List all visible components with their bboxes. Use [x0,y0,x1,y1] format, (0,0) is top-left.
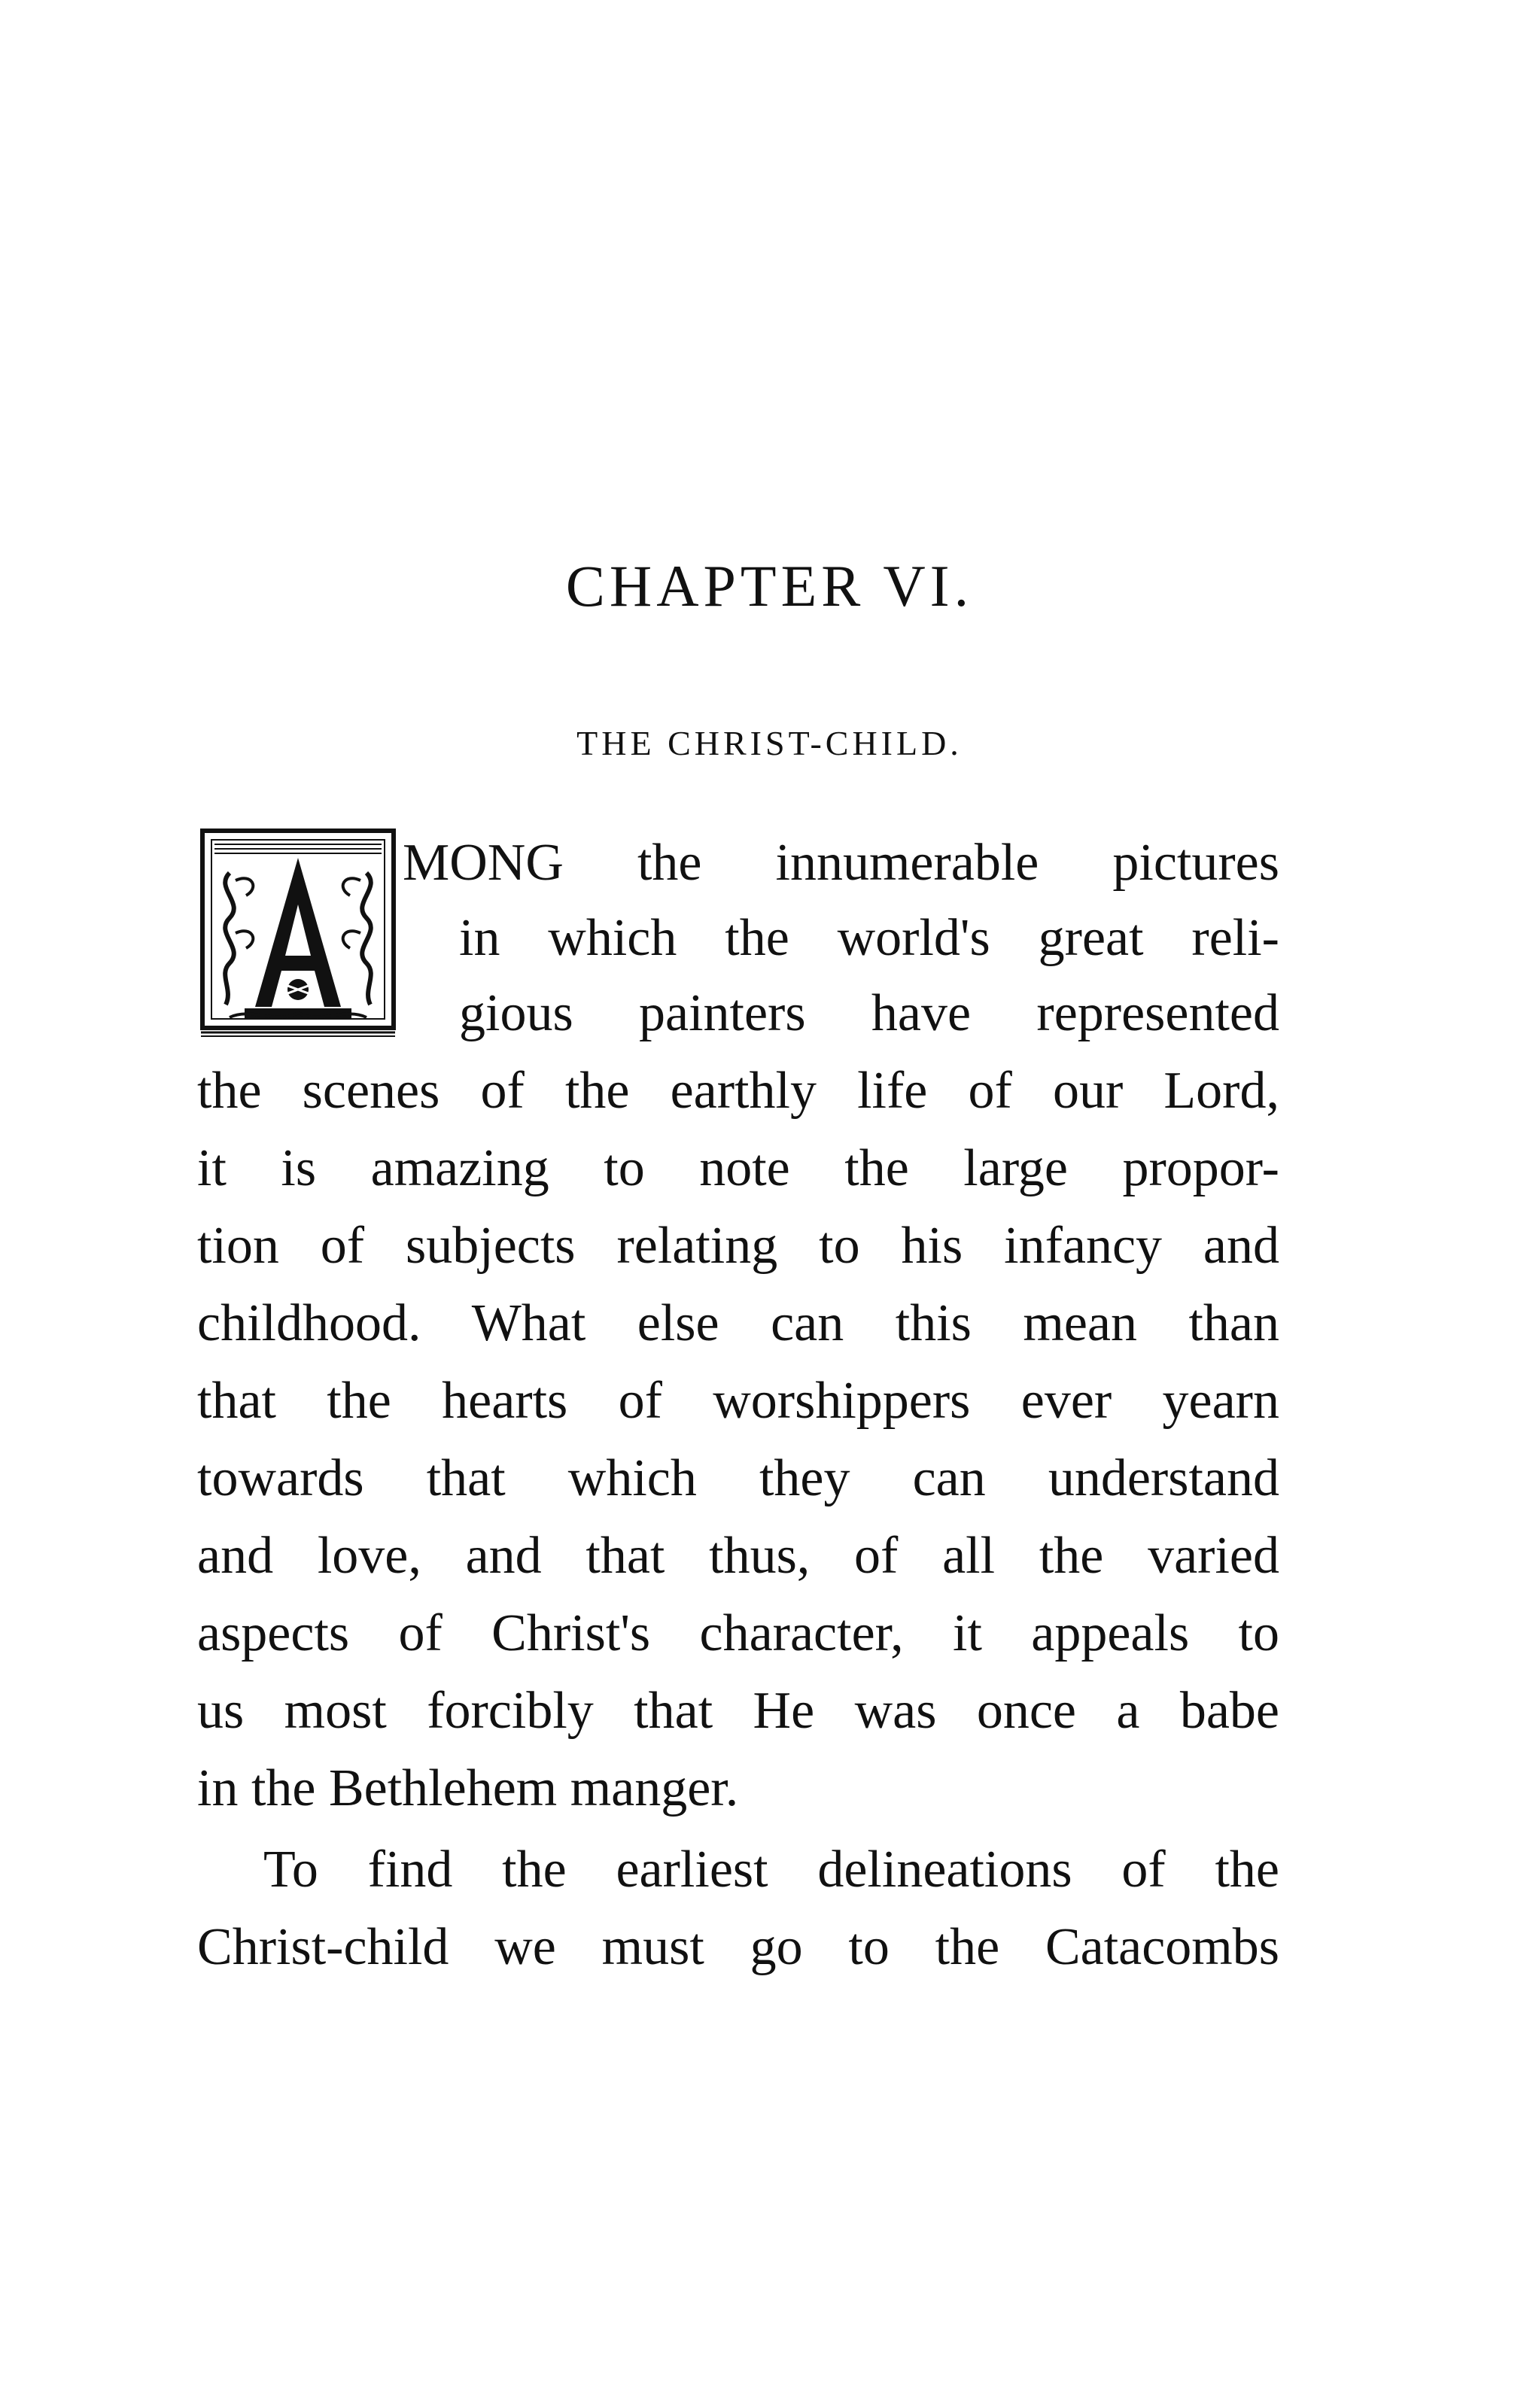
text-line: in the Bethlehem manger. [197,1759,739,1817]
text-line: gious painters have represented [459,984,1279,1042]
text-line: MONG the innumerable pictures [403,834,1279,892]
text-line: that the hearts of worshippers ever yearn [197,1372,1279,1430]
text-line: tion of subjects relating to his infancy and [197,1217,1279,1275]
text-line: childhood. What else can this mean than [197,1294,1279,1352]
text-line: us most forcibly that He was once a babe [197,1682,1279,1740]
text-line: aspects of Christ's character, it appeals to [197,1604,1279,1662]
text-line: towards that which they can understand [197,1449,1279,1507]
chapter-heading: CHAPTER VI. [565,553,974,619]
text-line: and love, and that thus, of all the varied [197,1527,1279,1585]
chapter-subtitle: THE CHRIST-CHILD. [576,724,963,762]
text-line: To find the earliest delineations of the [263,1841,1279,1899]
text-line: the scenes of the earthly life of our Lord, [197,1062,1279,1120]
ornamental-initial-a-icon [199,828,397,1037]
text-line: in which the world's great reli- [459,909,1279,967]
text-line: it is amazing to note the large propor- [197,1139,1279,1197]
text-line: Christ-child we must go to the Catacombs [197,1918,1279,1976]
